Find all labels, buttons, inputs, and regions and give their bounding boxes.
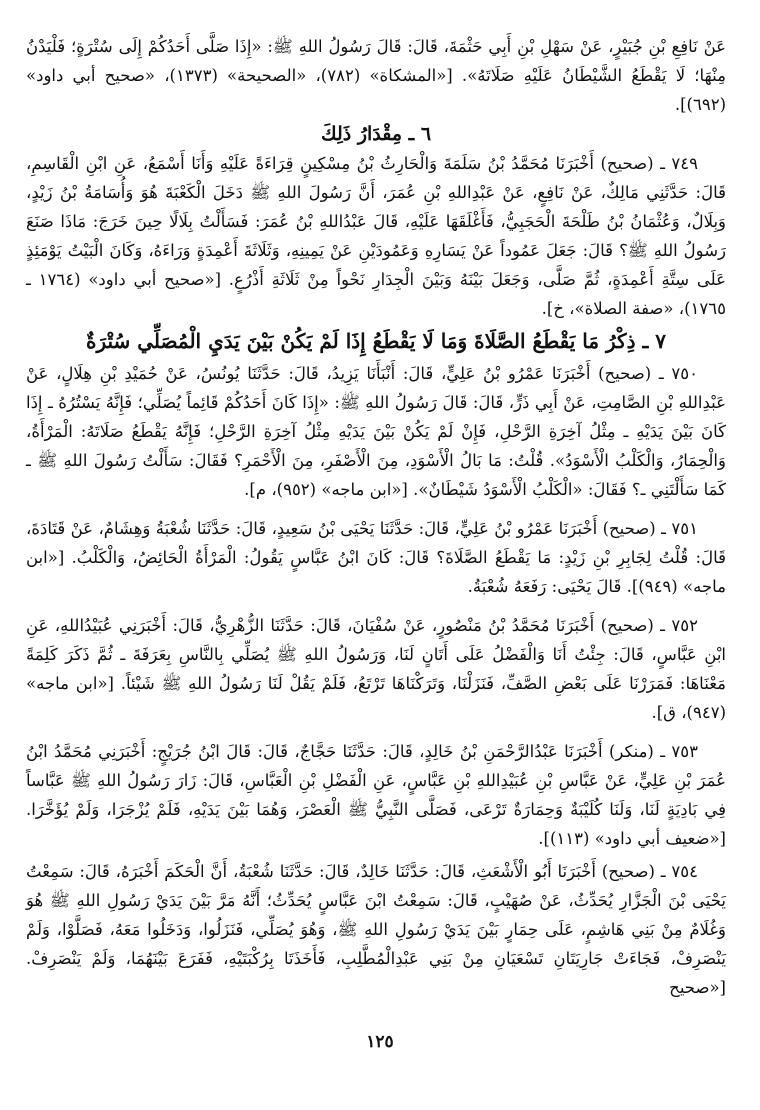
page-body [26, 32, 726, 1050]
page-number: ١٢٥ [366, 1032, 394, 1052]
hadith-751: ٧٥١ ـ (صحيح) أَخْبَرَنَا عَمْرُو بْنُ عَلِيٍّ، قَالَ: حَدَّثَنَا يَحْيَى بْنُ سَعِيدٍ، قَالَ: حَدَّثَنَا شُعْبَةُ وَهِشَامٌ، عَنْ قَتَادَةَ، قَالَ: قُلْتُ لِجَابِرِ بْنِ زَيْدٍ: مَا يَقْطَعُ الصَّلَاةَ؟ قَالَ: كَانَ ابْنُ عَبَّاسٍ يَقُولُ: الْمَرْأَةُ الْحَائِضُ، وَالْكَلْبُ. [«ابن ماجه» (٩٤٩)]. قَالَ يَحْيَى: رَفَعَهُ شُعْبَةُ. [26, 519, 726, 596]
hadith-750: ٧٥٠ ـ (صحيح) أَخْبَرَنَا عَمْرُو بْنُ عَلِيٍّ، قَالَ: أَنْبَأَنَا يَزِيدُ، قَالَ: حَدَّثَنَا يُونُسُ، عَنْ حُمَيْدِ بْنِ هِلَالٍ، عَنْ عَبْدِاللهِ بْنِ الصَّامِتِ، عَنْ أَبِي ذَرٍّ، قَالَ: قَالَ رَسُولُ اللهِ ﷺ: «إِذَا كَانَ أَحَدُكُمْ قَائِماً يُصَلِّي؛ فَإِنَّهُ يَسْتُرُهُ ـ إِذَا كَانَ بَيْنَ يَدَيْهِ ـ مِثْلُ آخِرَةِ الرَّحْلِ، فَإِنْ لَمْ يَكُنْ بَيْنَ يَدَيْهِ مِثْلُ آخِرَةِ الرَّحْلِ؛ فَإِنَّهُ يَقْطَعُ صَلَاتَهُ: الْمَرْأَةُ، وَالْحِمَارُ، وَالْكَلْبُ الْأَسْوَدُ». قُلْتُ: مَا بَالُ الْأَسْوَدِ، مِنَ الْأَصْفَرِ، مِنَ الْأَحْمَرِ؟ فَقَالَ: سَأَلْتُ رَسُولَ اللهِ ﷺ ـ كَمَا سَأَلْتَنِي ـ؟ فَقَالَ: «الْكَلْبُ الْأَسْوَدُ شَيْطَانٌ». [«ابن ماجه» (٩٥٢)، م]. [26, 364, 726, 499]
section-7-heading: ٧ ـ ذِكْرُ مَا يَقْطَعُ الصَّلَاةَ وَمَا لَا يَقْطَعُ إِذَا لَمْ يَكُنْ بَيْنَ يَدَيِ الْمُصَلِّي سُتْرَةٌ [85, 329, 667, 353]
hadith-749: ٧٤٩ ـ (صحيح) أَخْبَرَنَا مُحَمَّدُ بْنُ سَلَمَةَ وَالْحَارِثُ بْنُ مِسْكِينٍ قِرَاءَةً عَلَيْهِ وَأَنَا أَسْمَعُ، عَنِ ابْنِ الْقَاسِمِ، قَالَ: حَدَّثَنِي مَالِكٌ، عَنْ نَافِعٍ، عَنْ عَبْدِاللهِ بْنِ عُمَرَ، أَنَّ رَسُولَ اللهِ ﷺ دَخَلَ الْكَعْبَةَ هُوَ وَأُسَامَةُ بْنُ زَيْدٍ، وَبِلَالٌ، وَعُثْمَانُ بْنُ طَلْحَةَ الْحَجَبِيُّ، فَأَغْلَقَهَا عَلَيْهِ، قَالَ عَبْدُاللهِ بْنُ عُمَرَ: فَسَأَلْتُ بِلَالًا حِينَ خَرَجَ: مَاذَا صَنَعَ رَسُولُ اللهِ ﷺ؟ قَالَ: جَعَلَ عَمُوداً عَنْ يَسَارِهِ وَعَمُودَيْنِ عَنْ يَمِينِهِ، وَثَلَاثَةَ أَعْمِدَةٍ وَرَاءَهُ، وَكَانَ الْبَيْتُ يَوْمَئِذٍ عَلَى سِتَّةِ أَعْمِدَةٍ، ثُمَّ صَلَّى، وَجَعَلَ بَيْنَهُ وَبَيْنَ الْجِدَارِ نَحْواً مِنْ ثَلَاثَةِ أَذْرُعٍ. [«صحيح أبي داود» (١٧٦٤ ـ ١٧٦٥)، «صفة الصلاة»، خ]. [26, 154, 726, 318]
section-6-heading: ٦ ـ مِقْدَارُ ذَلِكَ [320, 123, 432, 145]
hadith-753: ٧٥٣ ـ (منكر) أَخْبَرَنَا عَبْدُالرَّحْمَنِ بْنُ خَالِدٍ، قَالَ: حَدَّثَنَا حَجَّاجٌ، قَالَ: قَالَ ابْنُ جُرَيْجٍ: أَخْبَرَنِي مُحَمَّدُ ابْنُ عُمَرَ بْنِ عَلِيٍّ، عَنْ عَبَّاسِ بْنِ عُبَيْدِاللهِ بْنِ عَبَّاسٍ، عَنِ الْفَضْلِ بْنِ الْعَبَّاسِ، قَالَ: زَارَ رَسُولُ اللهِ ﷺ عَبَّاساً فِي بَادِيَةٍ لَنَا، وَلَنَا كُلَيْبَةٌ وَحِمَارَةٌ تَرْعَى، فَصَلَّى النَّبِيُّ ﷺ الْعَصْرَ، وَهُمَا بَيْنَ يَدَيْهِ، فَلَمْ يُزْجَرَا، وَلَمْ يُؤَخَّرَا. [«ضعيف أبي داود» (١١٣)]. [26, 742, 726, 848]
hadith-752: ٧٥٢ ـ (صحيح) أَخْبَرَنَا مُحَمَّدُ بْنُ مَنْصُورٍ، عَنْ سُفْيَانَ، قَالَ: حَدَّثَنَا الزُّهْرِيُّ، قَالَ: أَخْبَرَنِي عُبَيْدُاللهِ، عَنِ ابْنِ عَبَّاسٍ، قَالَ: جِئْتُ أَنَا وَالْفَضْلُ عَلَى أَتَانٍ لَنَا، وَرَسُولُ اللهِ ﷺ يُصَلِّي بِالنَّاسِ بِعَرَفَةَ ـ ثُمَّ ذَكَرَ كَلِمَةً مَعْنَاهَا: فَمَرَرْنَا عَلَى بَعْضِ الصَّفِّ، فَنَزَلْنَا، وَتَرَكْنَاهَا تَرْتَعُ، فَلَمْ يَقُلْ لَنَا رَسُولُ اللهِ ﷺ شَيْئاً. [«ابن ماجه» (٩٤٧)، ق]. [26, 616, 726, 722]
hadith-754: ٧٥٤ ـ (صحيح) أَخْبَرَنَا أَبُو الْأَشْعَثِ، قَالَ: حَدَّثَنَا خَالِدٌ، قَالَ: حَدَّثَنَا شُعْبَةُ، أَنَّ الْحَكَمَ أَخْبَرَهُ، قَالَ: سَمِعْتُ يَحْيَى بْنَ الْجَزَّارِ يُحَدِّثُ، عَنْ صُهَيْبٍ، قَالَ: سَمِعْتُ ابْنَ عَبَّاسٍ يُحَدِّثُ؛ أَنَّهُ مَرَّ بَيْنَ يَدَيْ رَسُولِ اللهِ ﷺ هُوَ وَغُلَامٌ مِنْ بَنِي هَاشِمٍ، عَلَى حِمَارٍ بَيْنَ يَدَيْ رَسُولِ اللهِ ﷺ، وَهُوَ يُصَلِّي، فَنَزَلُوا، وَدَخَلُوا مَعَهُ، فَصَلَّوْا، وَلَمْ يَنْصَرِفْ، فَجَاءَتْ جَارِيَتَانِ تَسْعَيَانِ مِنْ بَنِي عَبْدِالْمُطَّلِبِ، فَأَخَذَتَا بِرُكْبَتَيْهِ، فَفَرَعَ بَيْنَهُمَا، وَلَمْ يَنْصَرِفْ. [«صحيح [26, 862, 726, 997]
continuation-paragraph: عَنْ نَافِعِ بْنِ جُبَيْرٍ، عَنْ سَهْلِ بْنِ أَبِي حَثْمَةَ، قَالَ: قَالَ رَسُولُ اللهِ ﷺ: «إِذَا صَلَّى أَحَدُكُمْ إِلَى سُتْرَةٍ؛ فَلْيَدْنُ مِنْهَا؛ لَا يَقْطَعُ الشَّيْطَانُ عَلَيْهِ صَلَاتَهُ». [«المشكاة» (٧٨٢)، «الصحيحة» (١٣٧٣)، «صحيح أبي داود» (٦٩٢)]. [26, 37, 726, 114]
